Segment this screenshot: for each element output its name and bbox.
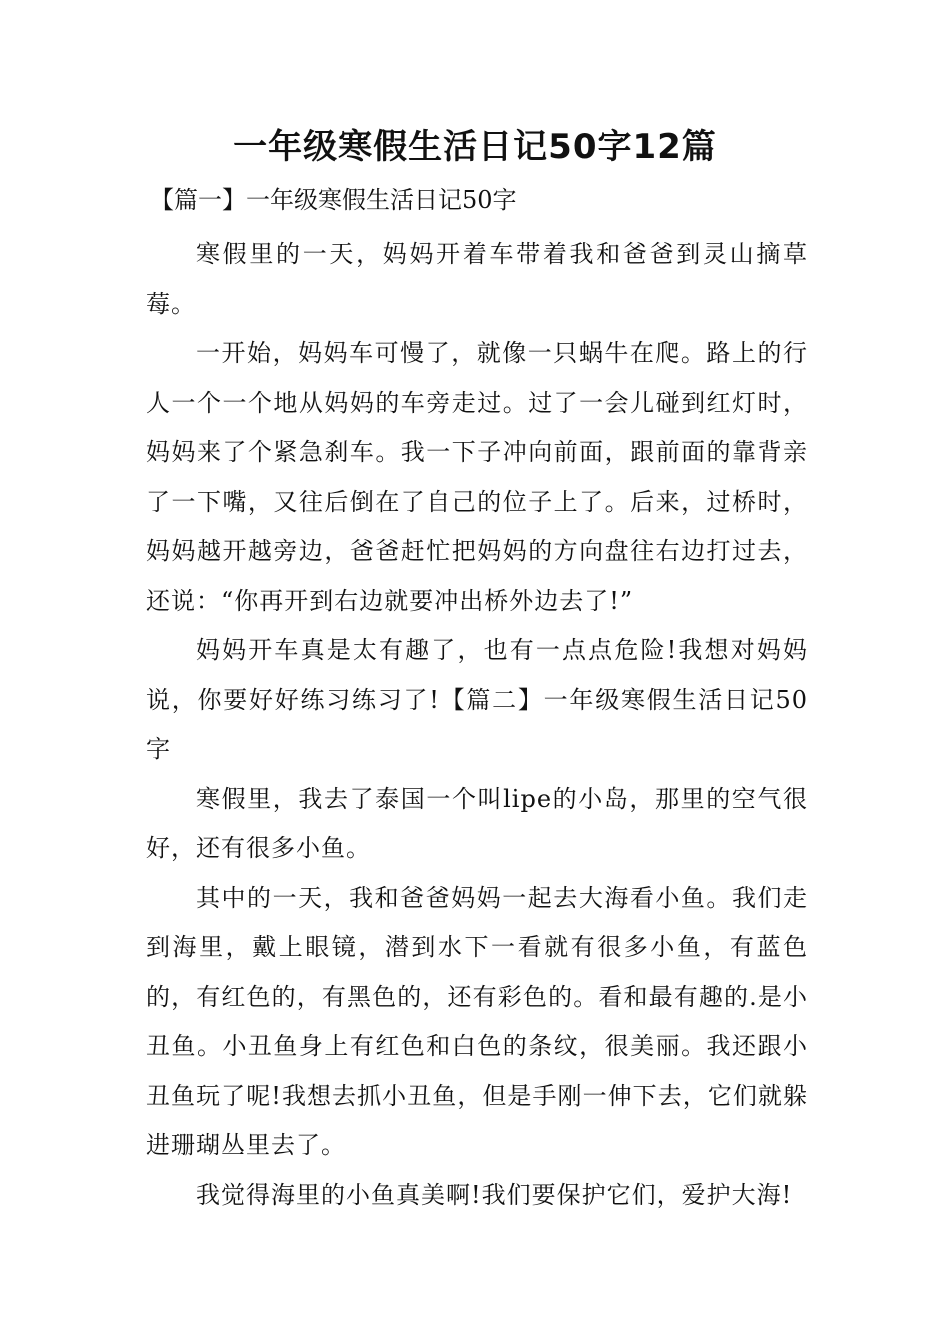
paragraph: 我觉得海里的小鱼真美啊!我们要保护它们，爱护大海! bbox=[196, 1180, 793, 1209]
paragraph: 妈妈开车真是太有趣了，也有一点点危险!我想对妈妈说，你要好好练习练习了!【篇二】一年级寒假生活日记50字 bbox=[146, 636, 808, 763]
document-title: 一年级寒假生活日记50字12篇 bbox=[233, 127, 717, 167]
document-body bbox=[146, 230, 808, 1220]
paragraph: 一开始，妈妈车可慢了，就像一只蜗牛在爬。路上的行人一个一个地从妈妈的车旁走过。过了一会儿碰到红灯时，妈妈来了个紧急刹车。我一下子冲向前面，跟前面的靠背亲了一下嘴，又往后倒在了自己的位子上了。后来，过桥时，妈妈越开越旁边，爸爸赶忙把妈妈的方向盘往右边打过去，还说：“你再开到右边就要冲出桥外边去了!” bbox=[146, 339, 808, 615]
paragraph: 寒假里的一天，妈妈开着车带着我和爸爸到灵山摘草莓。 bbox=[146, 240, 808, 318]
paragraph: 其中的一天，我和爸爸妈妈一起去大海看小鱼。我们走到海里，戴上眼镜，潜到水下一看就有很多小鱼，有蓝色的，有红色的，有黑色的，还有彩色的。看和最有趣的.是小丑鱼。小丑鱼身上有红色和白色的条纹，很美丽。我还跟小丑鱼玩了呢!我想去抓小丑鱼，但是手刚一伸下去，它们就躲进珊瑚丛里去了。 bbox=[146, 883, 808, 1159]
section-heading: 【篇一】一年级寒假生活日记50字 bbox=[150, 186, 517, 214]
paragraph: 寒假里，我去了泰国一个叫lipe的小岛，那里的空气很好，还有很多小鱼。 bbox=[146, 784, 808, 862]
